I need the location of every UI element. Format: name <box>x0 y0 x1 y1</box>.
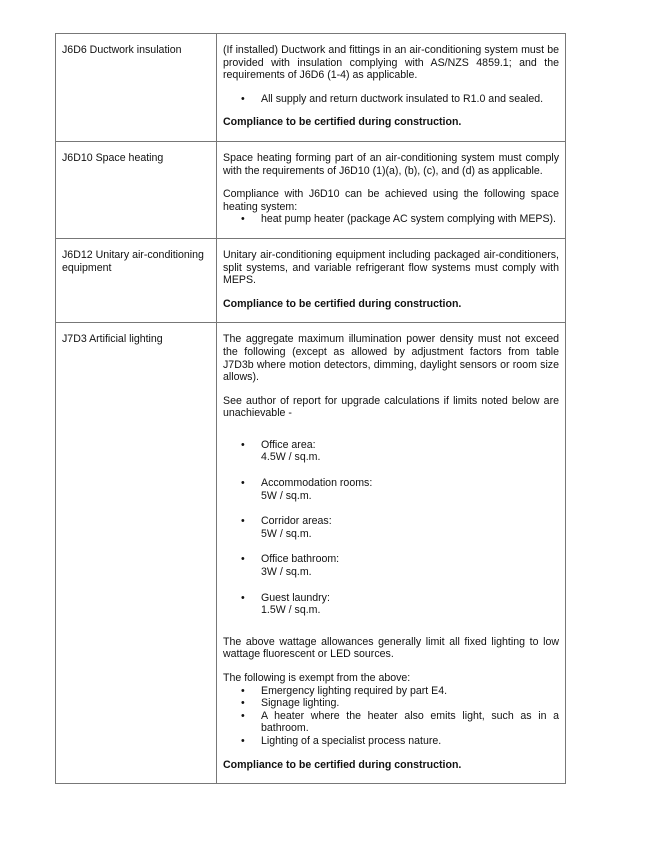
bullet-icon: • <box>241 734 245 747</box>
table-row <box>56 141 566 238</box>
compliance-note: Compliance to be certified during construction. <box>223 297 462 310</box>
list-item: • Guest laundry: 1.5W / sq.m. <box>241 591 330 617</box>
list-item: • Accommodation rooms: 5W / sq.m. <box>241 477 373 502</box>
list-item: • Corridor areas: 5W / sq.m. <box>241 515 332 540</box>
bullet-icon: • <box>241 477 245 490</box>
compliance-note: Compliance to be certified during construction. <box>223 758 462 771</box>
row-label: J6D6 Ductwork insulation <box>56 34 217 142</box>
compliance-note: Compliance to be certified during construction. <box>223 116 462 129</box>
paragraph: See author of report for upgrade calculations if limits noted below are unachievable - <box>223 394 559 420</box>
paragraph: Unitary air-conditioning equipment including packaged air-conditioners, split systems, and variable refrigerant flow systems must comply with MEPS. <box>223 248 559 287</box>
table-row <box>56 34 566 142</box>
list-item: • A heater where the heater also emits light, such as in a bathroom. <box>241 709 559 735</box>
list-item: • Signage lighting. <box>241 697 340 710</box>
bullet-list <box>223 213 559 226</box>
allowance-list <box>223 439 559 617</box>
paragraph: Compliance with J6D10 can be achieved using the following space heating system: <box>223 188 559 213</box>
row-content <box>217 141 566 238</box>
compliance-table <box>55 33 566 784</box>
table-row <box>56 323 566 784</box>
bullet-icon: • <box>241 709 245 722</box>
bullet-icon: • <box>241 697 245 710</box>
paragraph: Space heating forming part of an air-conditioning system must comply with the requirements of J6D10 (1)(a), (b), (c), and (d) as applicable. <box>223 151 559 177</box>
list-item: • heat pump heater (package AC system complying with MEPS). <box>241 213 556 226</box>
bullet-icon: • <box>241 684 245 697</box>
bullet-icon: • <box>241 553 245 566</box>
bullet-icon: • <box>241 438 245 451</box>
row-content <box>217 323 566 784</box>
exempt-list <box>223 685 559 748</box>
paragraph: (If installed) Ductwork and fittings in an air-conditioning system must be provided with insulation complying with AS/NZS 4859.1; and the requirements of J6D6 (1-4) as applicable. <box>223 44 559 82</box>
row-content <box>217 238 566 322</box>
bullet-icon: • <box>241 515 245 528</box>
bullet-icon: • <box>241 92 245 105</box>
row-content <box>217 34 566 142</box>
list-item: • All supply and return ductwork insulated to R1.0 and sealed. <box>241 92 544 105</box>
bullet-icon: • <box>241 213 245 226</box>
paragraph: The aggregate maximum illumination power density must not exceed the following (except as allowed by adjustment factors from table J7D3b where motion detectors, dimming, daylight sensors or room size allows). <box>223 333 559 384</box>
row-label: J6D12 Unitary air-conditioning equipment <box>56 238 217 322</box>
list-item: • Lighting of a specialist process nature. <box>241 734 442 747</box>
list-item: • Office bathroom: 3W / sq.m. <box>241 553 340 579</box>
list-item: • Office area: 4.5W / sq.m. <box>241 438 321 464</box>
table-row <box>56 238 566 322</box>
bullet-list <box>223 93 559 106</box>
paragraph: The following is exempt from the above: <box>223 672 411 684</box>
list-item: • Emergency lighting required by part E4. <box>241 684 448 697</box>
row-label: J6D10 Space heating <box>56 141 217 238</box>
bullet-icon: • <box>241 591 245 604</box>
paragraph: The above wattage allowances generally limit all fixed lighting to low wattage fluorescent or LED sources. <box>223 635 559 661</box>
row-label: J7D3 Artificial lighting <box>56 323 217 784</box>
